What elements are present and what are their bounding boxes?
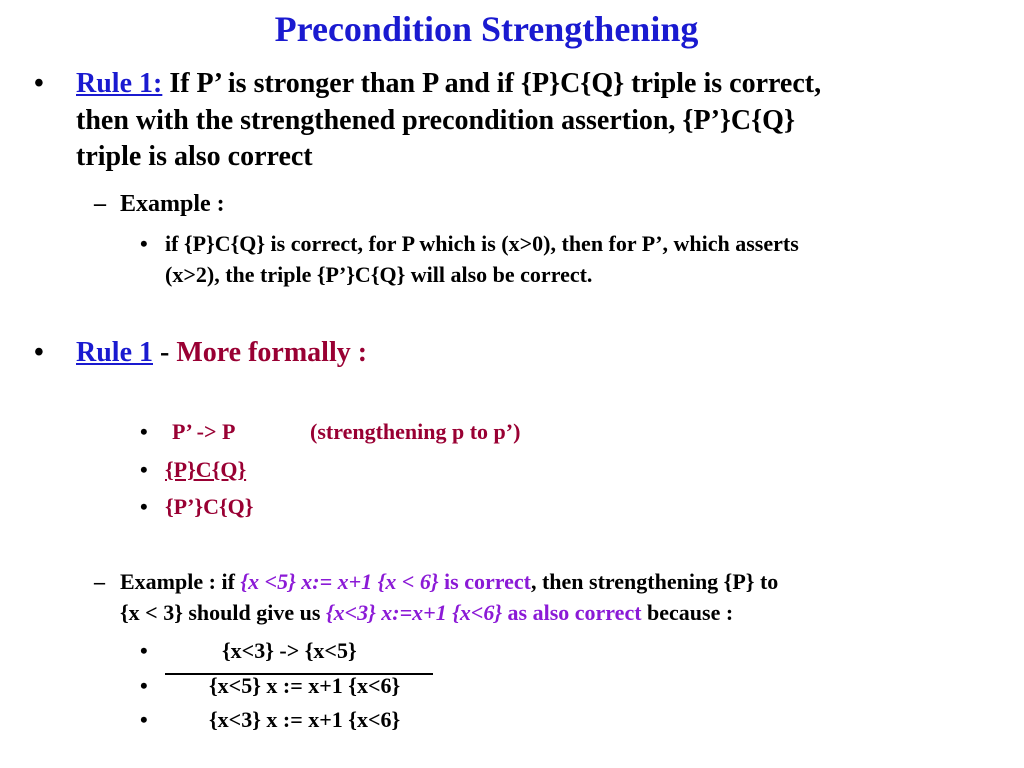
example2-item-1: {x<3} -> {x<5}: [222, 638, 357, 663]
bullet-rule1: •: [34, 68, 44, 99]
bullet-example2-3: •: [140, 707, 148, 732]
example2-label: Example :: [120, 569, 216, 594]
formal-dash: -: [160, 337, 170, 368]
rule1-label: Rule 1:: [76, 68, 163, 99]
example2-is-correct: is correct: [444, 569, 531, 594]
bullet-formal-2: •: [140, 457, 148, 482]
example2-triple2: {x<3} x:=x+1 {x<6}: [325, 600, 503, 625]
bullet-formal-1: •: [140, 419, 148, 444]
rule1-line1-text: If P’ is stronger than P and if {P}C{Q} triple is correct,: [169, 68, 822, 99]
formal-item-3: {P’}C{Q}: [165, 494, 254, 519]
example2-after1: , then strengthening {P} to: [530, 569, 779, 594]
example2-line1: [120, 569, 778, 595]
example1-label: Example :: [120, 191, 225, 217]
bullet-formal: •: [34, 337, 44, 368]
example2-if: if: [221, 569, 235, 594]
formal-rule-label: Rule 1: [76, 337, 153, 368]
rule1-line3: triple is also correct: [76, 141, 313, 172]
example2-as-correct: as also correct: [507, 600, 642, 625]
dash-example1: –: [94, 191, 106, 217]
rule1-line1: [76, 68, 821, 100]
rule1-line2: then with the strengthened precondition assertion, {P’}C{Q}: [76, 105, 795, 136]
bullet-example2-1: •: [140, 638, 148, 663]
formal-heading: More formally :: [176, 337, 368, 368]
example2-line2-start: {x < 3} should give us: [120, 600, 321, 625]
example1-line1: if {P}C{Q} is correct, for P which is (x>0), then for P’, which asserts: [165, 231, 799, 256]
example2-because: because :: [647, 600, 734, 625]
dash-example2: –: [94, 569, 105, 594]
page-title: Precondition Strengthening: [274, 9, 699, 49]
formal-item-1-right: (strengthening p to p’): [310, 419, 521, 444]
example2-item-3: {x<3} x := x+1 {x<6}: [209, 707, 401, 732]
example2-triple1: {x <5} x:= x+1 {x < 6}: [240, 569, 439, 594]
formal-item-1-left: P’ -> P: [172, 419, 236, 444]
formal-heading-line: [76, 337, 367, 369]
example1-line2: (x>2), the triple {P’}C{Q} will also be correct.: [165, 262, 593, 287]
bullet-example2-2: •: [140, 673, 148, 698]
example2-line2: [120, 600, 733, 626]
bullet-formal-3: •: [140, 494, 148, 519]
example2-item-2: {x<5} x := x+1 {x<6}: [209, 673, 401, 698]
formal-item-2: {P}C{Q}: [165, 457, 247, 482]
bullet-example1: •: [140, 231, 148, 256]
